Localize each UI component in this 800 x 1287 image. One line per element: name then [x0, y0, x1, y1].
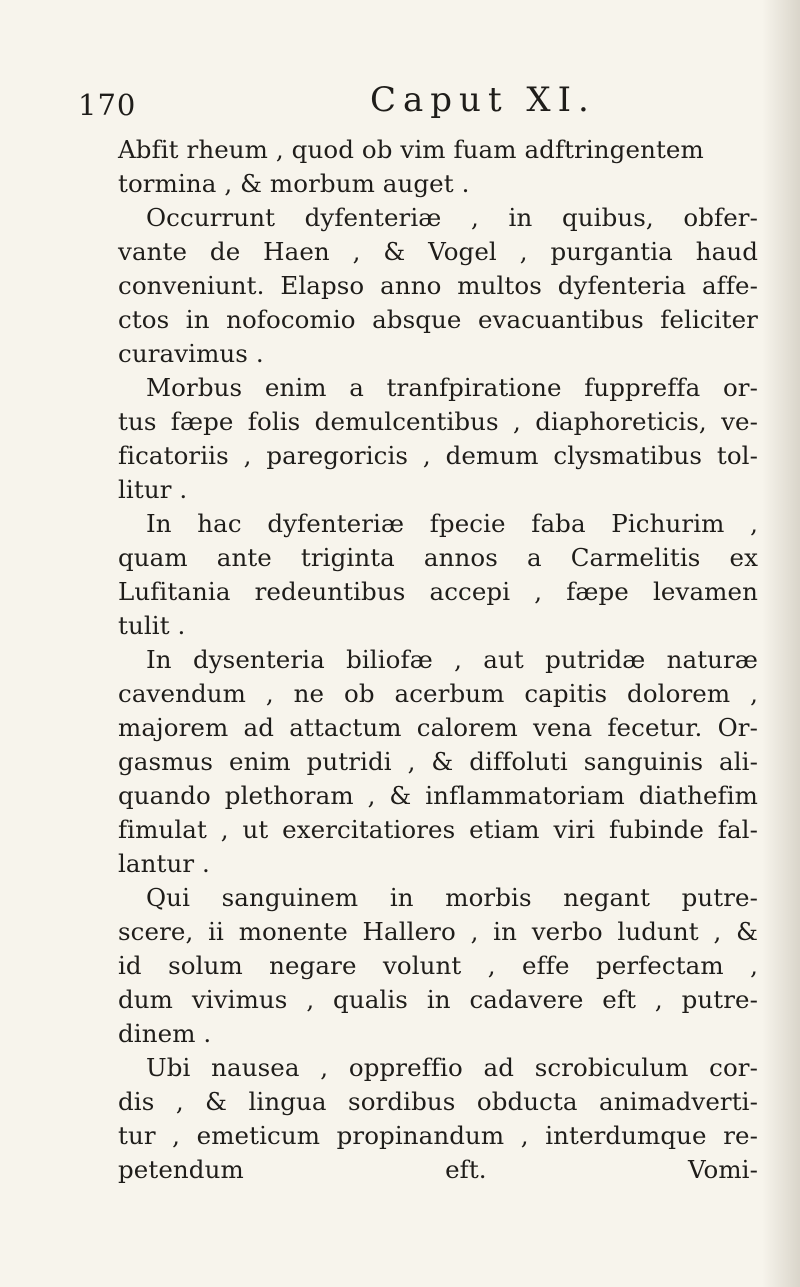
text-line: tus fæpe folis demulcentibus , diaphoreticis, ve-	[118, 407, 758, 436]
text-line: id solum negare volunt , effe perfectam ,	[118, 951, 758, 980]
text-line: In hac dyfenteriæ fpecie faba Pichurim ,	[146, 509, 758, 538]
text-line: scere, ii monente Hallero , in verbo ludunt , &	[118, 917, 758, 946]
page-header	[78, 80, 638, 124]
text-line: In dysenteria biliofæ , aut putridæ naturæ	[146, 645, 758, 674]
text-line: tormina , & morbum auget .	[118, 169, 470, 198]
text-line: ficatoriis , paregoricis , demum clysmatibus tol-	[118, 441, 758, 470]
text-line: petendum eft. Vomi-	[118, 1155, 758, 1184]
text-line: tur , emeticum propinandum , interdumque re-	[118, 1121, 758, 1150]
text-line: tulit .	[118, 611, 186, 640]
text-line: vante de Haen , & Vogel , purgantia haud	[118, 237, 758, 266]
text-line: litur .	[118, 475, 188, 504]
text-line: quando plethoram , & inflammatoriam diathefim	[118, 781, 758, 810]
text-line: fimulat , ut exercitatiores etiam viri fubinde fal-	[118, 815, 758, 844]
text-line: Occurrunt dyfenteriæ , in quibus, obfer-	[146, 203, 758, 232]
body-text	[118, 133, 758, 1187]
text-line: Ubi nausea , oppreffio ad scrobiculum cor-	[146, 1053, 758, 1082]
text-line: quam ante triginta annos a Carmelitis ex	[118, 543, 758, 572]
running-head: Caput XI.	[370, 80, 596, 120]
text-line: majorem ad attactum calorem vena fecetur. Or-	[118, 713, 758, 742]
text-line: Abfit rheum , quod ob vim fuam adftringentem	[118, 135, 704, 164]
text-line: cavendum , ne ob acerbum capitis dolorem ,	[118, 679, 758, 708]
text-line: conveniunt. Elapso anno multos dyfenteria affe-	[118, 271, 758, 300]
text-line: Morbus enim a tranfpiratione fuppreffa or-	[146, 373, 758, 402]
page-number: 170	[78, 88, 137, 122]
text-line: curavimus .	[118, 339, 264, 368]
text-line: dum vivimus , qualis in cadavere eft , putre-	[118, 985, 758, 1014]
text-line: dis , & lingua sordibus obducta animadverti-	[118, 1087, 758, 1116]
text-line: Lufitania redeuntibus accepi , fæpe levamen	[118, 577, 758, 606]
text-line: gasmus enim putridi , & diffoluti sanguinis ali-	[118, 747, 758, 776]
page-edge-shadow	[762, 0, 800, 1287]
text-line: lantur .	[118, 849, 210, 878]
text-line: ctos in nofocomio absque evacuantibus feliciter	[118, 305, 758, 334]
text-line: Qui sanguinem in morbis negant putre-	[146, 883, 758, 912]
text-line: dinem .	[118, 1019, 212, 1048]
